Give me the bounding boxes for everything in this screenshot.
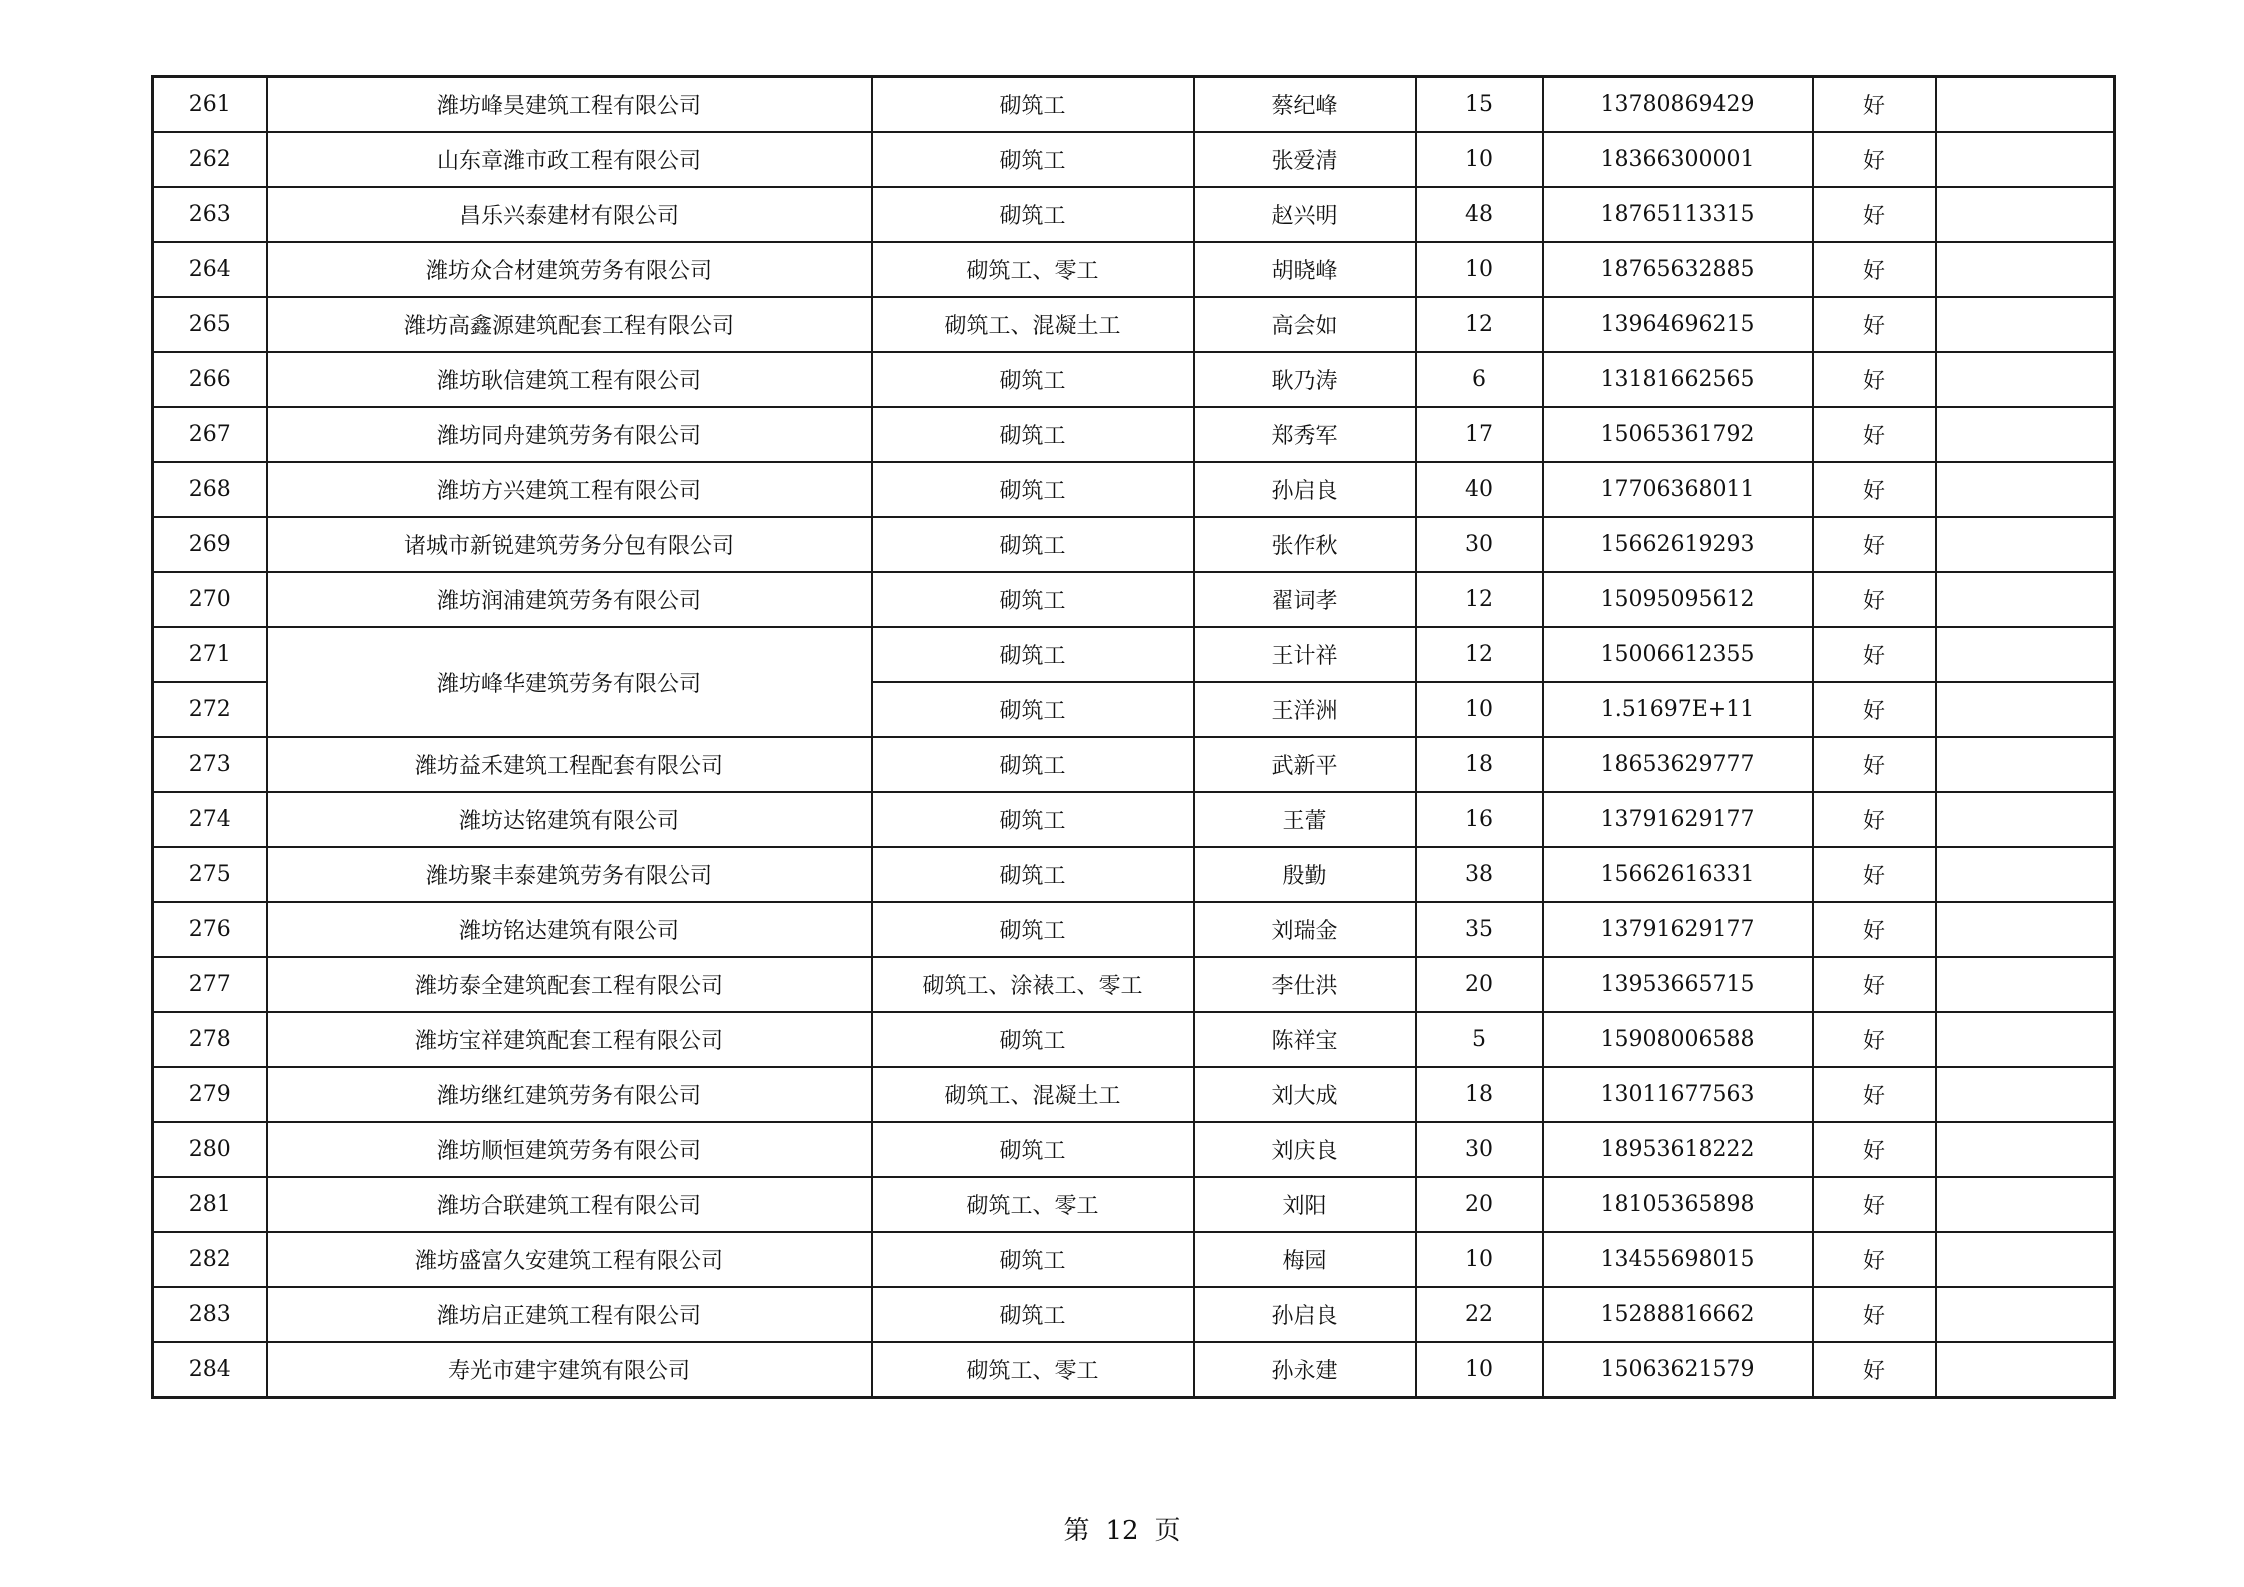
row-number-cell: 261 xyxy=(153,77,267,133)
rating-cell: 好 xyxy=(1813,902,1936,957)
table-row xyxy=(153,297,2115,352)
row-number-cell: 267 xyxy=(153,407,267,462)
table-row xyxy=(153,1122,2115,1177)
headcount-cell: 15 xyxy=(1416,77,1543,133)
row-number-cell: 277 xyxy=(153,957,267,1012)
company-name-cell: 潍坊益禾建筑工程配套有限公司 xyxy=(267,737,872,792)
job-type-cell: 砌筑工 xyxy=(872,847,1194,902)
remarks-cell xyxy=(1936,1012,2115,1067)
contact-name-cell: 梅园 xyxy=(1194,1232,1416,1287)
table-row xyxy=(153,407,2115,462)
remarks-cell xyxy=(1936,902,2115,957)
job-type-cell: 砌筑工 xyxy=(872,682,1194,737)
phone-number-cell: 17706368011 xyxy=(1543,462,1813,517)
rating-cell: 好 xyxy=(1813,1287,1936,1342)
remarks-cell xyxy=(1936,1232,2115,1287)
table-row xyxy=(153,572,2115,627)
headcount-cell: 10 xyxy=(1416,242,1543,297)
remarks-cell xyxy=(1936,1287,2115,1342)
phone-number-cell: 15662619293 xyxy=(1543,517,1813,572)
company-name-cell: 潍坊继红建筑劳务有限公司 xyxy=(267,1067,872,1122)
contact-name-cell: 李仕洪 xyxy=(1194,957,1416,1012)
rating-cell: 好 xyxy=(1813,627,1936,682)
phone-number-cell: 18105365898 xyxy=(1543,1177,1813,1232)
row-number-cell: 269 xyxy=(153,517,267,572)
job-type-cell: 砌筑工 xyxy=(872,1232,1194,1287)
phone-number-cell: 15095095612 xyxy=(1543,572,1813,627)
company-name-cell: 昌乐兴泰建材有限公司 xyxy=(267,187,872,242)
remarks-cell xyxy=(1936,517,2115,572)
rating-cell: 好 xyxy=(1813,957,1936,1012)
rating-cell: 好 xyxy=(1813,792,1936,847)
phone-number-cell: 13964696215 xyxy=(1543,297,1813,352)
table-row xyxy=(153,1067,2115,1122)
company-name-cell: 诸城市新锐建筑劳务分包有限公司 xyxy=(267,517,872,572)
contact-name-cell: 王计祥 xyxy=(1194,627,1416,682)
remarks-cell xyxy=(1936,352,2115,407)
table-row xyxy=(153,737,2115,792)
company-name-cell: 潍坊宝祥建筑配套工程有限公司 xyxy=(267,1012,872,1067)
rating-cell: 好 xyxy=(1813,1232,1936,1287)
phone-number-cell: 1.51697E+11 xyxy=(1543,682,1813,737)
rating-cell: 好 xyxy=(1813,407,1936,462)
table-row xyxy=(153,792,2115,847)
company-name-cell: 山东章潍市政工程有限公司 xyxy=(267,132,872,187)
row-number-cell: 273 xyxy=(153,737,267,792)
headcount-cell: 38 xyxy=(1416,847,1543,902)
headcount-cell: 17 xyxy=(1416,407,1543,462)
row-number-cell: 281 xyxy=(153,1177,267,1232)
company-name-cell: 寿光市建宇建筑有限公司 xyxy=(267,1342,872,1398)
row-number-cell: 274 xyxy=(153,792,267,847)
company-name-cell: 潍坊聚丰泰建筑劳务有限公司 xyxy=(267,847,872,902)
contact-name-cell: 孙永建 xyxy=(1194,1342,1416,1398)
remarks-cell xyxy=(1936,462,2115,517)
company-name-cell: 潍坊耿信建筑工程有限公司 xyxy=(267,352,872,407)
remarks-cell xyxy=(1936,792,2115,847)
headcount-cell: 22 xyxy=(1416,1287,1543,1342)
phone-number-cell: 15662616331 xyxy=(1543,847,1813,902)
company-name-cell: 潍坊盛富久安建筑工程有限公司 xyxy=(267,1232,872,1287)
headcount-cell: 18 xyxy=(1416,737,1543,792)
rating-cell: 好 xyxy=(1813,682,1936,737)
rating-cell: 好 xyxy=(1813,517,1936,572)
headcount-cell: 12 xyxy=(1416,627,1543,682)
rating-cell: 好 xyxy=(1813,1122,1936,1177)
row-number-cell: 270 xyxy=(153,572,267,627)
headcount-cell: 35 xyxy=(1416,902,1543,957)
job-type-cell: 砌筑工 xyxy=(872,737,1194,792)
page-footer xyxy=(0,1510,2244,1547)
row-number-cell: 272 xyxy=(153,682,267,737)
contact-name-cell: 蔡纪峰 xyxy=(1194,77,1416,133)
table-row xyxy=(153,242,2115,297)
remarks-cell xyxy=(1936,1342,2115,1398)
job-type-cell: 砌筑工、零工 xyxy=(872,242,1194,297)
job-type-cell: 砌筑工 xyxy=(872,572,1194,627)
company-name-cell: 潍坊峰昊建筑工程有限公司 xyxy=(267,77,872,133)
headcount-cell: 10 xyxy=(1416,132,1543,187)
remarks-cell xyxy=(1936,242,2115,297)
remarks-cell xyxy=(1936,572,2115,627)
job-type-cell: 砌筑工、混凝土工 xyxy=(872,1067,1194,1122)
headcount-cell: 30 xyxy=(1416,517,1543,572)
remarks-cell xyxy=(1936,297,2115,352)
phone-number-cell: 13780869429 xyxy=(1543,77,1813,133)
row-number-cell: 263 xyxy=(153,187,267,242)
row-number-cell: 268 xyxy=(153,462,267,517)
row-number-cell: 276 xyxy=(153,902,267,957)
headcount-cell: 12 xyxy=(1416,572,1543,627)
contact-name-cell: 翟词孝 xyxy=(1194,572,1416,627)
contact-name-cell: 刘大成 xyxy=(1194,1067,1416,1122)
rating-cell: 好 xyxy=(1813,132,1936,187)
contact-name-cell: 高会如 xyxy=(1194,297,1416,352)
row-number-cell: 265 xyxy=(153,297,267,352)
table-row xyxy=(153,187,2115,242)
contact-name-cell: 耿乃涛 xyxy=(1194,352,1416,407)
contact-name-cell: 殷勤 xyxy=(1194,847,1416,902)
company-name-cell: 潍坊峰华建筑劳务有限公司 xyxy=(267,627,872,737)
headcount-cell: 20 xyxy=(1416,1177,1543,1232)
rating-cell: 好 xyxy=(1813,242,1936,297)
table-row xyxy=(153,1232,2115,1287)
row-number-cell: 278 xyxy=(153,1012,267,1067)
job-type-cell: 砌筑工 xyxy=(872,132,1194,187)
page-number: 12 xyxy=(1105,1516,1139,1546)
phone-number-cell: 15063621579 xyxy=(1543,1342,1813,1398)
contact-name-cell: 王洋洲 xyxy=(1194,682,1416,737)
company-name-cell: 潍坊启正建筑工程有限公司 xyxy=(267,1287,872,1342)
table-row xyxy=(153,1342,2115,1398)
phone-number-cell: 13011677563 xyxy=(1543,1067,1813,1122)
headcount-cell: 48 xyxy=(1416,187,1543,242)
job-type-cell: 砌筑工 xyxy=(872,187,1194,242)
job-type-cell: 砌筑工、零工 xyxy=(872,1177,1194,1232)
job-type-cell: 砌筑工 xyxy=(872,902,1194,957)
phone-number-cell: 15065361792 xyxy=(1543,407,1813,462)
row-number-cell: 282 xyxy=(153,1232,267,1287)
contact-name-cell: 王蕾 xyxy=(1194,792,1416,847)
job-type-cell: 砌筑工 xyxy=(872,407,1194,462)
row-number-cell: 275 xyxy=(153,847,267,902)
headcount-cell: 40 xyxy=(1416,462,1543,517)
roster-table xyxy=(151,75,2116,1399)
page-prefix: 第 xyxy=(1063,1516,1090,1546)
contact-name-cell: 孙启良 xyxy=(1194,1287,1416,1342)
job-type-cell: 砌筑工、零工 xyxy=(872,1342,1194,1398)
remarks-cell xyxy=(1936,627,2115,682)
phone-number-cell: 13791629177 xyxy=(1543,902,1813,957)
rating-cell: 好 xyxy=(1813,187,1936,242)
remarks-cell xyxy=(1936,77,2115,133)
headcount-cell: 20 xyxy=(1416,957,1543,1012)
phone-number-cell: 18765113315 xyxy=(1543,187,1813,242)
company-name-cell: 潍坊方兴建筑工程有限公司 xyxy=(267,462,872,517)
headcount-cell: 18 xyxy=(1416,1067,1543,1122)
phone-number-cell: 15908006588 xyxy=(1543,1012,1813,1067)
company-name-cell: 潍坊同舟建筑劳务有限公司 xyxy=(267,407,872,462)
job-type-cell: 砌筑工 xyxy=(872,1122,1194,1177)
remarks-cell xyxy=(1936,957,2115,1012)
remarks-cell xyxy=(1936,682,2115,737)
table-row xyxy=(153,1012,2115,1067)
contact-name-cell: 刘庆良 xyxy=(1194,1122,1416,1177)
rating-cell: 好 xyxy=(1813,737,1936,792)
headcount-cell: 5 xyxy=(1416,1012,1543,1067)
company-name-cell: 潍坊合联建筑工程有限公司 xyxy=(267,1177,872,1232)
company-name-cell: 潍坊泰全建筑配套工程有限公司 xyxy=(267,957,872,1012)
remarks-cell xyxy=(1936,847,2115,902)
contact-name-cell: 刘阳 xyxy=(1194,1177,1416,1232)
row-number-cell: 284 xyxy=(153,1342,267,1398)
job-type-cell: 砌筑工 xyxy=(872,627,1194,682)
table-row xyxy=(153,1177,2115,1232)
job-type-cell: 砌筑工 xyxy=(872,462,1194,517)
remarks-cell xyxy=(1936,1177,2115,1232)
table-row xyxy=(153,462,2115,517)
phone-number-cell: 13953665715 xyxy=(1543,957,1813,1012)
remarks-cell xyxy=(1936,1122,2115,1177)
contact-name-cell: 郑秀军 xyxy=(1194,407,1416,462)
headcount-cell: 10 xyxy=(1416,1342,1543,1398)
phone-number-cell: 18953618222 xyxy=(1543,1122,1813,1177)
rating-cell: 好 xyxy=(1813,1342,1936,1398)
contact-name-cell: 赵兴明 xyxy=(1194,187,1416,242)
headcount-cell: 30 xyxy=(1416,1122,1543,1177)
job-type-cell: 砌筑工 xyxy=(872,1012,1194,1067)
rating-cell: 好 xyxy=(1813,1012,1936,1067)
phone-number-cell: 18653629777 xyxy=(1543,737,1813,792)
headcount-cell: 6 xyxy=(1416,352,1543,407)
headcount-cell: 16 xyxy=(1416,792,1543,847)
phone-number-cell: 15006612355 xyxy=(1543,627,1813,682)
table-row xyxy=(153,1287,2115,1342)
table-row xyxy=(153,132,2115,187)
headcount-cell: 10 xyxy=(1416,682,1543,737)
job-type-cell: 砌筑工、涂裱工、零工 xyxy=(872,957,1194,1012)
contact-name-cell: 张作秋 xyxy=(1194,517,1416,572)
phone-number-cell: 13181662565 xyxy=(1543,352,1813,407)
table-row xyxy=(153,77,2115,133)
company-name-cell: 潍坊高鑫源建筑配套工程有限公司 xyxy=(267,297,872,352)
job-type-cell: 砌筑工 xyxy=(872,352,1194,407)
contact-name-cell: 陈祥宝 xyxy=(1194,1012,1416,1067)
job-type-cell: 砌筑工 xyxy=(872,517,1194,572)
row-number-cell: 271 xyxy=(153,627,267,682)
job-type-cell: 砌筑工、混凝土工 xyxy=(872,297,1194,352)
rating-cell: 好 xyxy=(1813,297,1936,352)
table-row xyxy=(153,627,2115,682)
contact-name-cell: 张爱清 xyxy=(1194,132,1416,187)
row-number-cell: 264 xyxy=(153,242,267,297)
table-row xyxy=(153,902,2115,957)
contact-name-cell: 胡晓峰 xyxy=(1194,242,1416,297)
remarks-cell xyxy=(1936,132,2115,187)
table-row xyxy=(153,352,2115,407)
remarks-cell xyxy=(1936,1067,2115,1122)
row-number-cell: 283 xyxy=(153,1287,267,1342)
company-name-cell: 潍坊达铭建筑有限公司 xyxy=(267,792,872,847)
headcount-cell: 12 xyxy=(1416,297,1543,352)
remarks-cell xyxy=(1936,737,2115,792)
job-type-cell: 砌筑工 xyxy=(872,1287,1194,1342)
company-name-cell: 潍坊润浦建筑劳务有限公司 xyxy=(267,572,872,627)
remarks-cell xyxy=(1936,407,2115,462)
company-name-cell: 潍坊铭达建筑有限公司 xyxy=(267,902,872,957)
contact-name-cell: 孙启良 xyxy=(1194,462,1416,517)
row-number-cell: 266 xyxy=(153,352,267,407)
page-suffix: 页 xyxy=(1154,1516,1181,1546)
headcount-cell: 10 xyxy=(1416,1232,1543,1287)
rating-cell: 好 xyxy=(1813,1067,1936,1122)
row-number-cell: 262 xyxy=(153,132,267,187)
rating-cell: 好 xyxy=(1813,77,1936,133)
company-name-cell: 潍坊顺恒建筑劳务有限公司 xyxy=(267,1122,872,1177)
rating-cell: 好 xyxy=(1813,352,1936,407)
remarks-cell xyxy=(1936,187,2115,242)
contact-name-cell: 武新平 xyxy=(1194,737,1416,792)
row-number-cell: 279 xyxy=(153,1067,267,1122)
contact-name-cell: 刘瑞金 xyxy=(1194,902,1416,957)
job-type-cell: 砌筑工 xyxy=(872,77,1194,133)
rating-cell: 好 xyxy=(1813,847,1936,902)
rating-cell: 好 xyxy=(1813,462,1936,517)
table-row xyxy=(153,957,2115,1012)
phone-number-cell: 18366300001 xyxy=(1543,132,1813,187)
company-name-cell: 潍坊众合材建筑劳务有限公司 xyxy=(267,242,872,297)
row-number-cell: 280 xyxy=(153,1122,267,1177)
phone-number-cell: 13791629177 xyxy=(1543,792,1813,847)
job-type-cell: 砌筑工 xyxy=(872,792,1194,847)
table-row xyxy=(153,847,2115,902)
table-row xyxy=(153,517,2115,572)
rating-cell: 好 xyxy=(1813,572,1936,627)
phone-number-cell: 18765632885 xyxy=(1543,242,1813,297)
rating-cell: 好 xyxy=(1813,1177,1936,1232)
phone-number-cell: 13455698015 xyxy=(1543,1232,1813,1287)
phone-number-cell: 15288816662 xyxy=(1543,1287,1813,1342)
